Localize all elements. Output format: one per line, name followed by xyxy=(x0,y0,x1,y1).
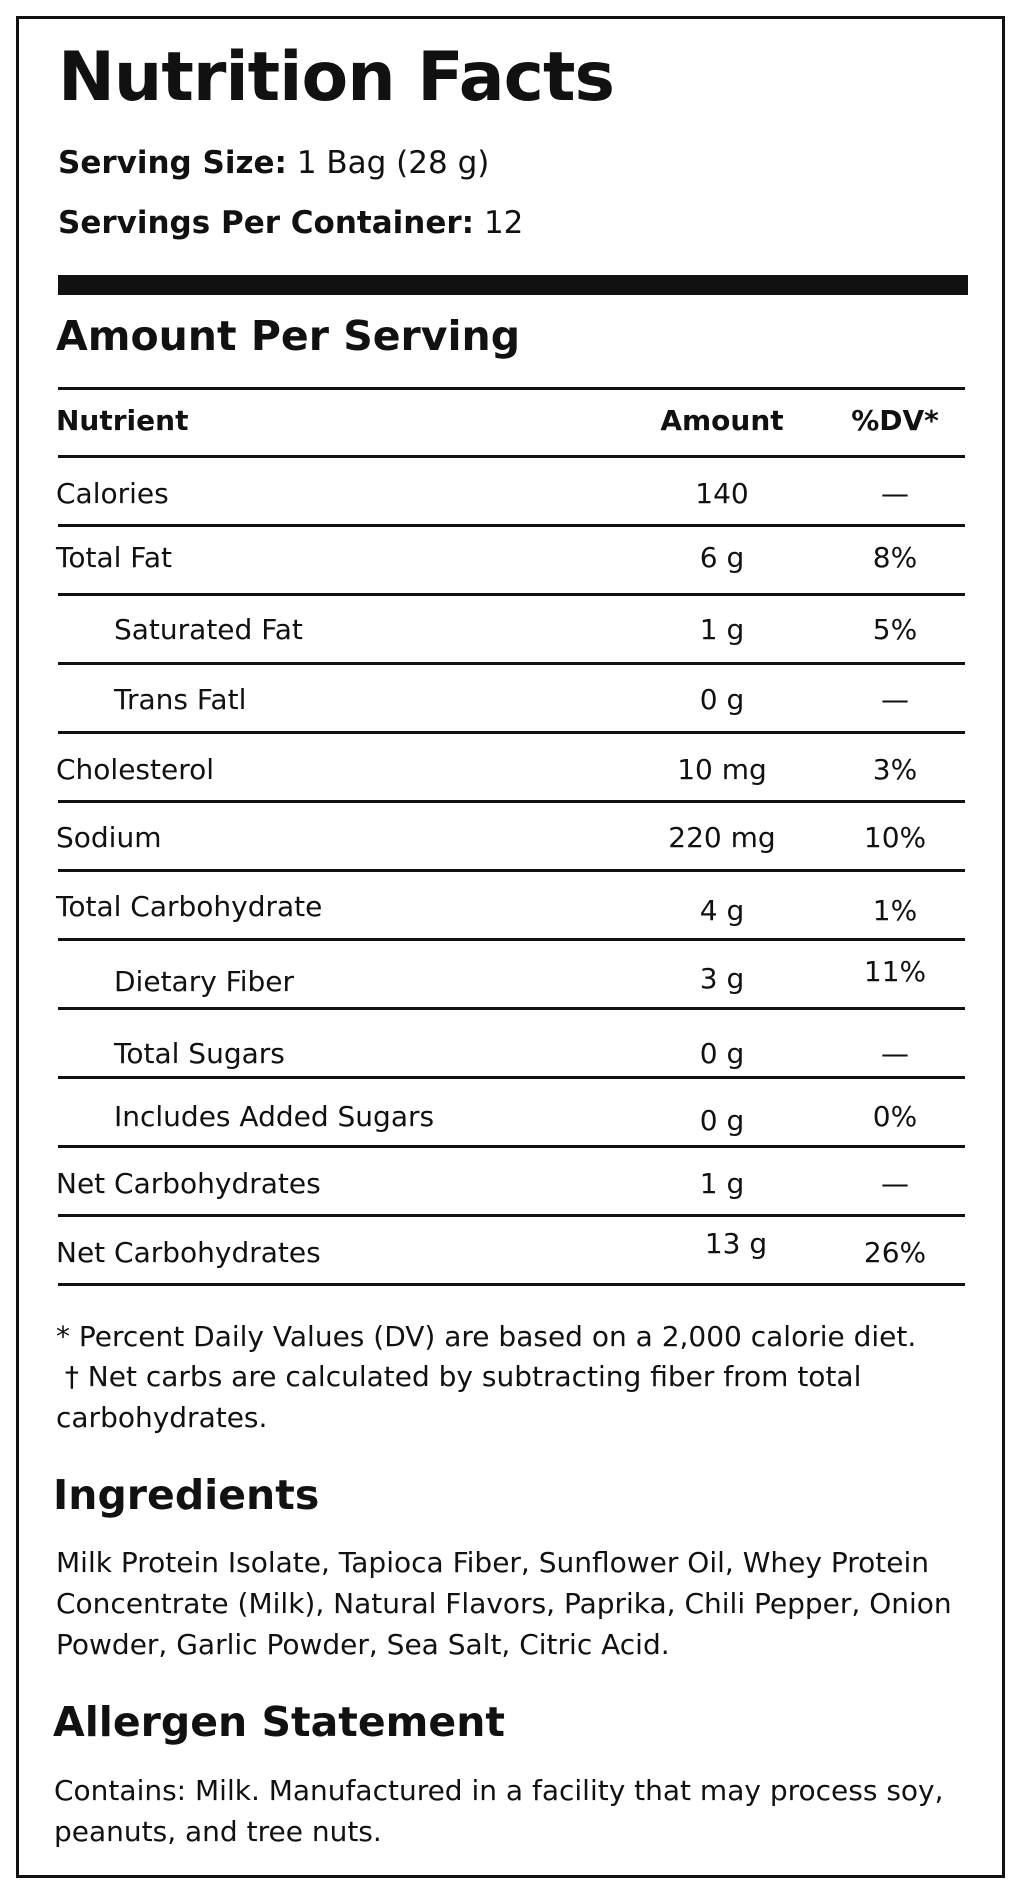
nutrient-name: Net Carbohydrates xyxy=(56,1167,321,1200)
table-rule xyxy=(58,455,965,458)
nutrient-dv: 11% xyxy=(863,955,927,988)
nutrient-dv: 26% xyxy=(863,1236,927,1269)
nutrient-name: Dietary Fiber xyxy=(114,965,295,998)
nutrient-name: Saturated Fat xyxy=(114,613,303,646)
table-rule xyxy=(58,731,965,734)
nutrient-dv: — xyxy=(881,477,909,510)
nutrient-dv: 10% xyxy=(863,821,927,854)
table-rule xyxy=(58,387,965,390)
nutrient-amount: 140 xyxy=(695,477,749,510)
table-rule xyxy=(58,1214,965,1217)
thick-divider-bar xyxy=(58,275,968,295)
nutrient-name: Cholesterol xyxy=(56,753,215,786)
table-rule xyxy=(58,1007,965,1010)
servings-per-container xyxy=(58,205,524,241)
table-rule xyxy=(58,869,965,872)
serving-size-value: 1 Bag (28 g) xyxy=(296,145,490,181)
label-title: Nutrition Facts xyxy=(58,38,614,117)
table-rule xyxy=(58,938,965,941)
allergen-text: Contains: Milk. Manufactured in a facility that may process soy, peanuts, and tree nuts. xyxy=(54,1774,944,1848)
ingredients-text: Milk Protein Isolate, Tapioca Fiber, Sunflower Oil, Whey Protein Concentrate (Milk), Natural Flavors, Paprika, Chili Pepper, Onion Powder, Garlic Powder, Sea Salt, Citric Acid. xyxy=(56,1546,952,1661)
nutrient-dv: 1% xyxy=(872,894,918,927)
header-dv: %DV* xyxy=(851,404,939,437)
footnote-dv: * Percent Daily Values (DV) are based on a 2,000 calorie diet. xyxy=(56,1320,917,1353)
nutrient-name: Sodium xyxy=(56,821,162,854)
nutrient-name: Includes Added Sugars xyxy=(114,1100,435,1133)
nutrient-amount: 3 g xyxy=(699,962,745,995)
table-rule xyxy=(58,524,965,527)
table-rule xyxy=(58,1283,965,1286)
nutrient-name: Total Fat xyxy=(56,541,172,574)
nutrient-amount: 0 g xyxy=(699,683,745,716)
amount-per-serving-heading: Amount Per Serving xyxy=(56,312,521,360)
nutrient-name: Net Carbohydrates xyxy=(56,1236,321,1269)
nutrient-amount: 0 g xyxy=(699,1037,745,1070)
servings-per-container-value: 12 xyxy=(483,205,524,241)
table-rule xyxy=(58,593,965,596)
ingredients-heading: Ingredients xyxy=(53,1471,320,1519)
table-rule xyxy=(58,662,965,665)
header-nutrient: Nutrient xyxy=(56,404,189,437)
nutrient-amount: 10 mg xyxy=(677,753,767,786)
nutrient-amount: 6 g xyxy=(699,541,745,574)
servings-per-container-label: Servings Per Container: xyxy=(58,205,475,241)
table-rule xyxy=(58,1145,965,1148)
nutrient-amount: 13 g xyxy=(704,1227,768,1260)
table-rule xyxy=(58,800,965,803)
nutrient-name: Total Carbohydrate xyxy=(56,890,323,923)
serving-size-label: Serving Size: xyxy=(58,145,287,181)
header-amount: Amount xyxy=(660,404,784,437)
nutrient-name: Calories xyxy=(56,477,169,510)
nutrient-amount: 220 mg xyxy=(668,821,776,854)
footnote-net-carbs: † Net carbs are calculated by subtracting fiber from total xyxy=(56,1360,862,1393)
nutrient-dv: — xyxy=(881,683,909,716)
nutrient-dv: — xyxy=(881,1167,909,1200)
nutrient-dv: 8% xyxy=(872,541,918,574)
nutrient-amount: 4 g xyxy=(699,894,745,927)
nutrient-dv: 3% xyxy=(872,753,918,786)
nutrient-name: Trans Fatl xyxy=(114,683,247,716)
allergen-heading: Allergen Statement xyxy=(53,1698,506,1746)
nutrient-name: Total Sugars xyxy=(114,1037,285,1070)
nutrient-amount: 1 g xyxy=(699,613,745,646)
serving-size xyxy=(58,145,490,181)
table-rule xyxy=(58,1076,965,1079)
nutrient-amount: 0 g xyxy=(699,1104,745,1137)
nutrient-dv: 0% xyxy=(872,1100,918,1133)
footnote-net-carbs-cont: carbohydrates. xyxy=(56,1401,268,1434)
nutrient-dv: — xyxy=(881,1037,909,1070)
nutrient-dv: 5% xyxy=(872,613,918,646)
nutrient-amount: 1 g xyxy=(699,1167,745,1200)
